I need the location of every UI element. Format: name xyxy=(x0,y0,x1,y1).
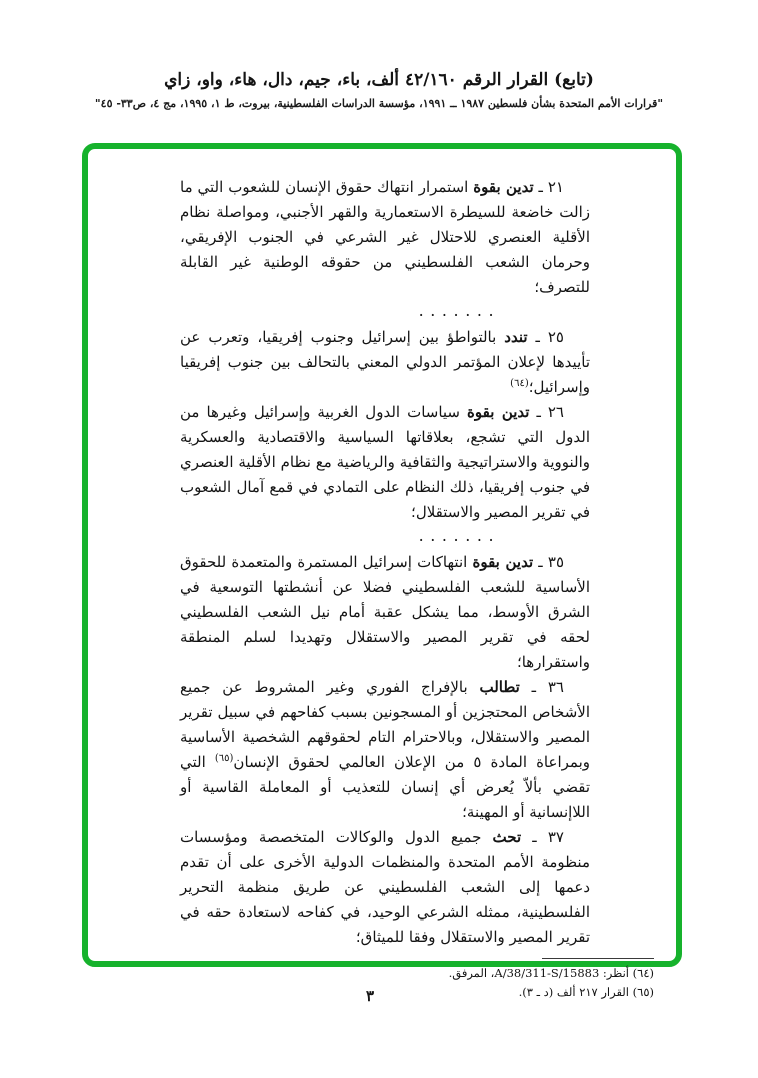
paragraph-text: جميع الدول والوكالات المتخصصة ومؤسسات منظومة الأمم المتحدة والمنظمات الدولية الأخرى على أن تقدم دعمها إلى الشعب الفلسطيني عن طريق منظمة التحرير الفلسطينية، ممثله الشرعي الوحيد، في كفاحه لاستعادة حقه في تقرير المصير والاستقلال وفقا للميثاق؛ xyxy=(180,828,590,946)
paragraph-text: بالتواطؤ بين إسرائيل وجنوب إفريقيا، وتعرب عن تأييدها لإعلان المؤتمر الدولي المعني بالتحالف بين جنوب إفريقيا وإسرائيل؛ xyxy=(180,328,590,396)
paragraph-number: ٣٧ ـ xyxy=(521,828,564,846)
footnote-ref-65: (٦٥) xyxy=(214,753,234,764)
footnote-text: القرار ٢١٧ ألف (د ـ ٣). xyxy=(518,985,629,999)
paragraph-number: ٢٦ ـ xyxy=(529,403,564,421)
ellipsis-separator: . . . . . . . xyxy=(419,306,495,319)
paragraph-number: ٢٥ ـ xyxy=(527,328,564,346)
paragraph-lead: تندد xyxy=(504,328,528,346)
paragraph-number: ٣٥ ـ xyxy=(533,553,565,571)
ellipsis-separator: . . . . . . . xyxy=(419,531,495,544)
footnote-ref-64: (٦٤) xyxy=(510,378,529,389)
paragraph-lead: تدين بقوة xyxy=(473,178,534,196)
paragraph-35 xyxy=(180,550,590,675)
paragraph-25 xyxy=(180,325,590,400)
source-citation: "قرارات الأمم المتحدة بشأن فلسطين ١٩٨٧ ــ ١٩٩١، مؤسسة الدراسات الفلسطينية، بيروت، ط ١، ١٩٩٥، مج ٤، ص٣٣- ٤٥" xyxy=(94,97,664,110)
paragraph-26 xyxy=(180,400,590,525)
paragraph-text: انتهاكات إسرائيل المستمرة والمتعمدة للحقوق الأساسية للشعب الفلسطيني فضلا عن أنشطتها التوسعية في الشرق الأوسط، مما يشكل عقبة أمام نيل الشعب الفلسطيني لحقه في تقرير المصير والاستقلال وتهديدا لسلم المنطقة واستقرارها؛ xyxy=(180,553,590,671)
paragraph-lead: تحث xyxy=(492,828,522,846)
paragraph-36 xyxy=(180,675,590,825)
footnote-marker: (٦٤) xyxy=(632,966,654,980)
paragraph-21 xyxy=(180,175,590,300)
paragraph-lead: تطالب xyxy=(479,678,520,696)
paragraph-37 xyxy=(180,825,590,950)
paragraph-number: ٣٦ ـ xyxy=(519,678,564,696)
footnote-separator-rule xyxy=(542,958,654,959)
footnote-text: أنظر: A/38/311-S/15883، المرفق. xyxy=(448,966,629,980)
page-header xyxy=(0,70,758,110)
paragraph-lead: تدين بقوة xyxy=(472,553,534,571)
paragraph-number: ٢١ ـ xyxy=(533,178,564,196)
footnote-64 xyxy=(180,964,654,983)
highlight-box xyxy=(82,143,682,999)
page-number: ٣ xyxy=(365,987,375,1005)
paragraph-text: بالإفراج الفوري وغير المشروط عن جميع الأشخاص المحتجزين أو المسجونين بسبب كفاحهم في سبيل تقرير المصير والاستقلال، وبالاحترام التام لحقوقهم الشخصية الأساسية وبمراعاة المادة ٥ من الإعلان العالمي لحقوق الإنسان xyxy=(180,678,590,771)
document-body xyxy=(180,175,654,1002)
paragraph-text: سياسات الدول الغربية وإسرائيل وغيرها من الدول التي تشجع، بعلاقاتها السياسية والاقتصادية والعسكرية والنووية والاستراتيجية والثقافية والرياضية مع نظام الأقلية العنصري في جنوب إفريقيا، ذلك النظام على التمادي في قمع آمال الشعوب في تقرير المصير والاستقلال؛ xyxy=(180,403,590,521)
paragraph-text-continued: التي تقضي بألاّ يُعرض أي إنسان للتعذيب أو المعاملة القاسية أو اللاإنسانية أو المهينة؛ xyxy=(180,753,590,821)
resolution-title: (تابع) القرار الرقم ٤٢/١٦٠ ألف، باء، جيم، دال، هاء، واو، زاي xyxy=(164,70,594,90)
paragraph-text: استمرار انتهاك حقوق الإنسان للشعوب التي ما زالت خاضعة للسيطرة الاستعمارية والقهر الأجنبي، ومواصلة نظام الأقلية العنصري للاحتلال غير الشرعي في الجنوب الإفريقي، وحرمان الشعب الفلسطيني من حقوقه الوطنية غير القابلة للتصرف؛ xyxy=(180,178,590,296)
paragraph-lead: تدين بقوة xyxy=(467,403,530,421)
footnote-marker: (٦٥) xyxy=(632,985,654,999)
